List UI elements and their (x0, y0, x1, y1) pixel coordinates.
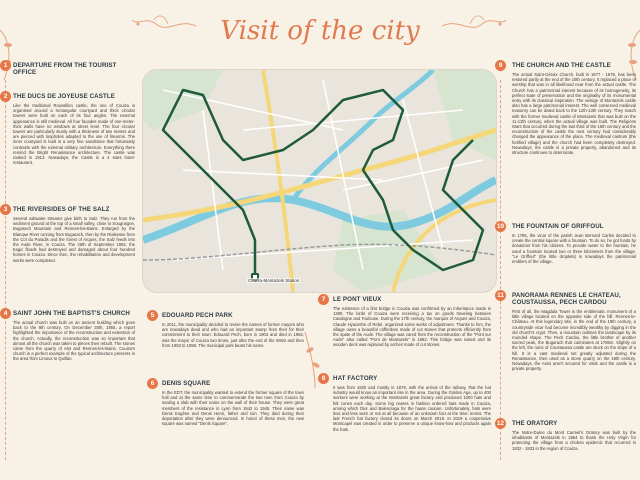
station-label: Couiza-Montazels Station (248, 278, 300, 283)
step-number: 9 (495, 60, 506, 71)
step-number: 8 (318, 373, 329, 384)
section-10 (512, 223, 636, 264)
section-5 (162, 312, 304, 348)
section-9 (512, 62, 636, 155)
step-number: 6 (147, 378, 158, 389)
section-text: Several saltwater streams give birth to Salz. They run from the sediment ground at the top of a small valley, close to Sougraigne, Bugarach Mountain and Rennes-les-Bains. Enlarged by the Blanque River running from Bugarach, then by the Rialsesse from the Col du Paradis and the forest of Arques, the Salz feeds into the Aude River, in Couiza. The 26th of September 1992, the tragic floods had destroyed and damaged about four hundred homes in Couiza. Since then, the rehabilitation and development works were completed. (13, 216, 135, 263)
section-1 (13, 62, 133, 79)
section-title: THE DUCS DE JOYEUSE CASTLE (13, 93, 115, 100)
section-text: In the EDT, the municipality wanted to extend the former square of the town hall and at the same time to commemorate the two men from Couiza by sealing a slab with their name on the wall of their house. They were great members of the resistance in Lyon from 1942 to 1945. Their name was Denis Eugène and Denis Henri, father and son. They died during their deportation after they were denounced. In honor of these men, the new square was named "Denis Square". (162, 390, 304, 427)
timeline-dash (500, 80, 501, 460)
section-2 (13, 93, 135, 165)
step-number: 2 (0, 91, 11, 102)
step-number: 5 (147, 310, 158, 321)
right-flourish-icon (440, 6, 510, 46)
map-canvas (143, 70, 496, 292)
section-title: THE FOUNTAIN OF GRIFFOUL (512, 223, 604, 230)
branch-decoration-icon (300, 330, 330, 390)
section-title: DENIS SQUARE (162, 380, 211, 387)
step-number: 4 (0, 308, 11, 319)
step-number: 10 (496, 223, 505, 230)
section-title: SAINT JOHN THE BAPTIST'S CHURCH (13, 310, 130, 317)
section-title: PANORAMA RENNES LE CHATEAU, COUSTAUSSA, PECH CARDOU (512, 292, 621, 306)
step-number: 12 (496, 420, 505, 427)
section-text: The actual Saint-Géraix Church, built in 1677 - 1678, has been restored partly at the end of the 19th century. It replaced a place of worship that was in all likelihood near from the actual castle. The Church has a patrimonial interest because of its homogeneity, its perfect state of preservation and the originality of its monumental entry with its classical inspiration. The vestige of Montazels castle also has a large patrimonial interest. The well conserved medieval masonry can be dated back to the 12th-13th century. They match with the former medieval castle of Montazels that was built on the 11-12th century, when the actual village was built. The Religions Wars that occurred during the last third of the 16th century and the reconstruction of the castle the next century had considerably changed the appearance of the place. The medieval castrum (the fortified village) and the church had been completely destroyed. Nowadays, the castle is a private property, abandoned and its structure continues to deteriorate. (512, 72, 636, 156)
section-title: LE PONT VIEUX (333, 296, 382, 303)
page-title: Visit of the city (220, 16, 420, 46)
section-title: EDOUARD PECH PARK (162, 312, 233, 319)
section-text: The existence of a first bridge in Couiza was confirmed by an inheritance made in 1280. The lords of Couiza were receiving a tax on goods traveling between Catalogne and Toulouse. During the 17th century, the marquis of Arques and Couiza, Claude Hyacinthe of Rebé, organized some works of adjustment. Thanks to him, the village owns a beautiful cofferdam made of cut stones that protects efficiently from the spate of the Aude. The village was cared from the reconstruction of the "Pont sur Aude" also called "Pont de Montazels" in 1682. This bridge was raised and its wooden deck was replaced by arches made of cut stones. (333, 306, 491, 348)
section-text: In 2011, the municipality decided to revise the names of former mayors who are nowadays dead and who had an important stamp from their for their commitment to their town: Edouard Pech, born in 1903 and died in 1992, was the mayor of Couiza two times, just after the end of the WW2 and then from 1953 to 1959. The municipal park bears his name. (162, 322, 304, 348)
route-map[interactable] (143, 70, 496, 292)
section-title: HAT FACTORY (333, 375, 378, 382)
section-4 (13, 310, 135, 362)
section-text: Like the traditional Roussillon castle, the one of Couiza is organised around a rectangular courtyard and thick circular towers were built on each of its four angles. The external appearance is still medieval. All four facades made of one-meter-thick walls have no windows at street level. The four circular towers are particularly sturdy with a thickness of two meters and are pierced with loopholes adapted to the use of firearms. The inner courtyard is built in a very fine sandstone that fortunately contrasts with the external military architecture. Everything there remind the Bright Renaissance architecture. The castle was ranked in 1913. Nowadays, the Castle is a 4 stars hotel-restaurant. (13, 103, 135, 166)
timeline-dash (5, 80, 6, 460)
section-12 (512, 420, 636, 451)
step-number: 3 (0, 204, 11, 215)
section-3 (13, 206, 135, 263)
section-6 (162, 380, 304, 426)
section-text: In 1785, the vicar of the parish Jean Bernard Carles decided to create the central square with a fountain. To do so, he got funds by donations from his citizens. To provide water to the fountain, he used a fountain located two or three kilometers from the village. "Le Griffoul" (the little droplets) is nowadays the patrimonial emblem of the village. (512, 233, 636, 265)
step-number: 7 (318, 294, 329, 305)
step-number: 1 (0, 60, 11, 71)
section-text: The Notre-Dame du Mont Carmel's Oratory was built by the inhabitants of Montazels in 1854 to thank the Holy Virgin for protecting the village from a cholera epidemic that occurred in 1832 - 1833 in the region of Couiza. (512, 430, 636, 451)
section-text: The actual church was built on an ancient building which goes back to the 9th century. On December 30th, 1855, a report highlighted the importance of the reconstruction and extension of the church. Actually, the reconstruction was so important that almost all the church was taken to pieces then rebuilt. The stones came from the quarry of Alet and Rennes-les-Bains. Couiza's church is a perfect example of the typical architecture presents in the area from Limoux to Quillan. (13, 320, 135, 362)
section-title: THE ORATORY (512, 420, 558, 427)
step-number: 11 (495, 290, 506, 301)
section-7 (333, 296, 491, 348)
section-text: First of all, the Magdala Tower is the emblematic monument of a little village located on the opposite side of the hill: Rennes-le-Château. At this legendary site, in the end of the 19th century, a countryside vicar had become incredibly wealthy by digging in the old church's crypt. Then, a mountain outlines the landscape by its rounded shape. The Pech Cardou, the little brother of another sacred peak, the Bugarach that culminates at 1786m. Slightly on the left, the ruins of Coustaussa castle are stuck on the slope of a hill. It is a vast medieval set greatly adjusted during the Renaissance, then used as a stone quarry on the 19th century. Nowadays, the ruins aren't secured for visits and the castle is a private property. (512, 309, 636, 372)
section-title: DEPARTURE FROM THE TOURIST OFFICE (13, 62, 117, 76)
section-text: It was from 1830 and mostly in 1876, with the arrival of the railway, that the hat industry would know an important rise in the area. During the Golden Age, up to 400 workers were working at the Montazels great factory and produced 1000 hats and felt cones each day. Some big names in fashion ordered hats made in Couiza, among which Dior and Balenciaga for the haute couture. Unfortunately, hats were less and less worn or not at all because of an unknown fact at the time: tennis. The last French hat factory closed its doors on March 2018. In 2019 a cooperative Montcapel was created in order to preserve a unique know-how and products again the hats. (333, 385, 491, 432)
section-11 (512, 292, 636, 371)
section-8 (333, 375, 491, 432)
section-title: THE CHURCH AND THE CASTLE (512, 62, 611, 69)
section-title: THE RIVERSIDES OF THE SALZ (13, 206, 110, 213)
leaf-decoration-icon (0, 20, 20, 90)
